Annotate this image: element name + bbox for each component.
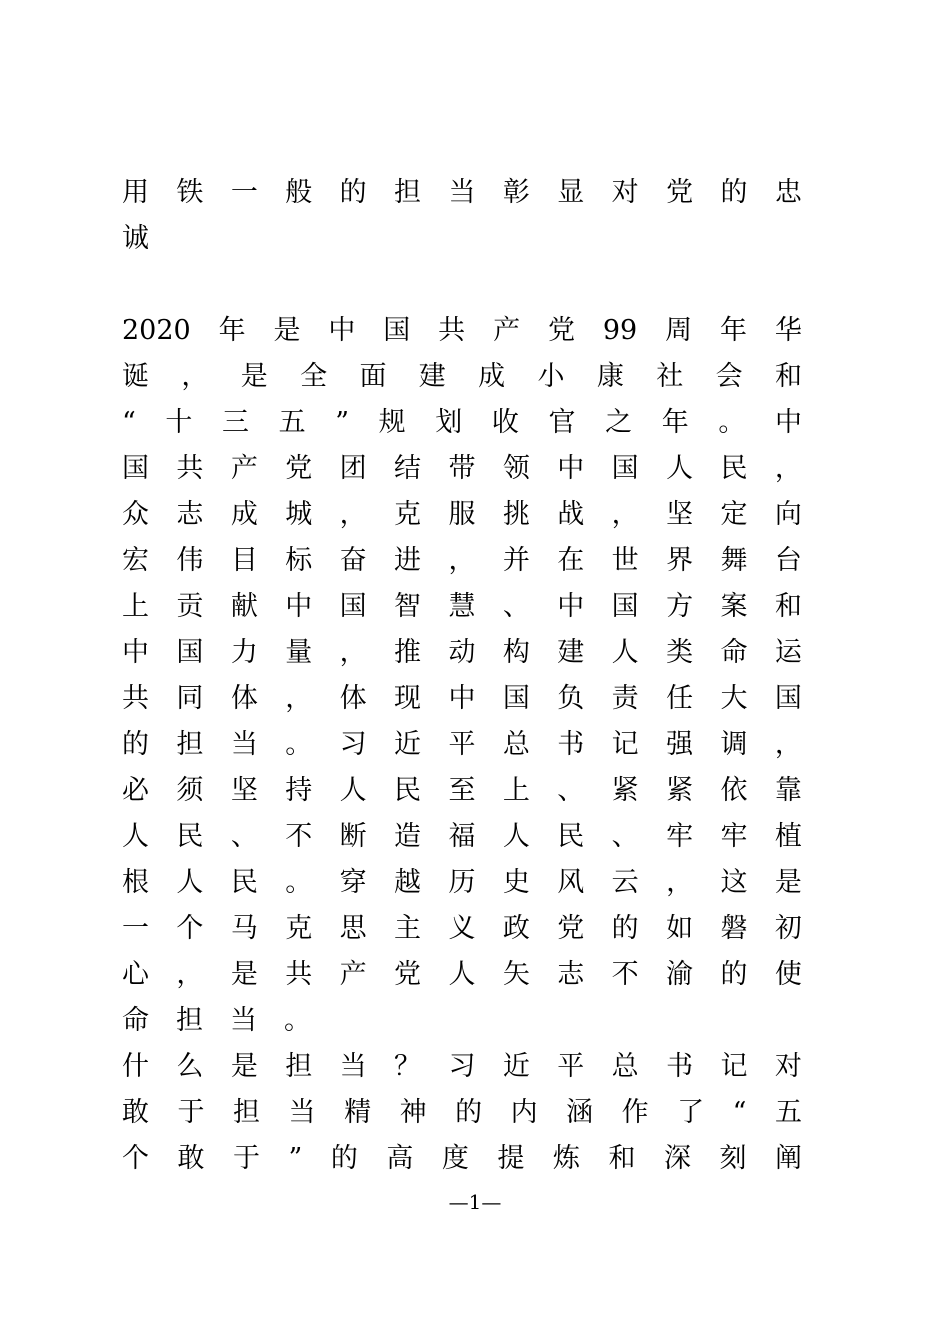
text-glyph: 政	[502, 913, 530, 944]
text-glyph: 总	[611, 1051, 639, 1082]
text-glyph: 小	[537, 361, 565, 392]
text-glyph: 台	[774, 545, 802, 576]
text-glyph: 了	[677, 1097, 705, 1128]
text-glyph: 上	[502, 775, 530, 806]
text-glyph: 的	[455, 1097, 483, 1128]
text-glyph: 国	[611, 453, 639, 484]
text-glyph: 、	[502, 591, 530, 622]
text-glyph: 成	[230, 499, 258, 530]
text-glyph: 产	[339, 959, 367, 990]
text-glyph: 智	[394, 591, 422, 622]
text-glyph: 在	[557, 545, 585, 576]
text-glyph: 产	[493, 315, 521, 346]
text-glyph: 云	[611, 867, 639, 898]
text-glyph: 五	[278, 407, 306, 438]
text-glyph: 康	[596, 361, 624, 392]
text-glyph: 周	[665, 315, 693, 346]
text-glyph: 华	[774, 315, 802, 346]
text-glyph: 什	[122, 1051, 149, 1082]
text-glyph: 敢	[177, 1143, 205, 1174]
text-glyph: 国	[176, 637, 204, 668]
text-glyph: 度	[441, 1143, 469, 1174]
text-glyph: 对	[611, 177, 639, 208]
body-line	[122, 308, 802, 354]
text-glyph: 任	[666, 683, 694, 714]
text-glyph: 坚	[666, 499, 694, 530]
text-glyph: 一	[230, 177, 258, 208]
text-glyph: 总	[502, 729, 530, 760]
text-glyph: 持	[285, 775, 313, 806]
text-glyph: “	[732, 1097, 747, 1128]
text-glyph: 献	[230, 591, 258, 622]
text-glyph: 初	[774, 913, 802, 944]
text-glyph: 中	[285, 591, 313, 622]
text-glyph: 于	[233, 1143, 261, 1174]
text-glyph: 不	[611, 959, 639, 990]
text-glyph: 民	[176, 821, 204, 852]
text-glyph: 党	[547, 315, 575, 346]
text-glyph: 中	[557, 591, 585, 622]
text-glyph: 民	[720, 453, 748, 484]
text-glyph: 显	[557, 177, 585, 208]
text-glyph: 贡	[176, 591, 204, 622]
text-glyph: 目	[230, 545, 258, 576]
text-glyph: 人	[122, 821, 149, 852]
text-glyph: 动	[448, 637, 476, 668]
text-glyph: ，	[774, 729, 802, 760]
text-glyph: 般	[285, 177, 313, 208]
text-glyph: 共	[176, 453, 204, 484]
text-glyph: 紧	[611, 775, 639, 806]
text-glyph: 当	[230, 1005, 257, 1036]
text-glyph: ，	[339, 637, 367, 668]
body-line	[122, 630, 802, 676]
body-line	[122, 768, 802, 814]
text-glyph: 国	[611, 591, 639, 622]
text-glyph: ，	[666, 867, 694, 898]
text-glyph: 近	[394, 729, 422, 760]
text-glyph: 运	[774, 637, 802, 668]
text-glyph: 个	[122, 1143, 149, 1174]
text-glyph: 社	[656, 361, 684, 392]
text-glyph: 中	[448, 683, 476, 714]
text-glyph: 、	[557, 775, 585, 806]
text-glyph: 根	[122, 867, 149, 898]
text-glyph: 人	[611, 637, 639, 668]
text-glyph: 炼	[552, 1143, 580, 1174]
text-glyph: 产	[230, 453, 258, 484]
text-glyph: 党	[285, 453, 313, 484]
text-glyph: 敢	[122, 1097, 149, 1128]
text-glyph: 志	[557, 959, 585, 990]
body-line	[122, 1090, 802, 1136]
text-glyph: 是	[273, 315, 301, 346]
text-glyph: 矢	[502, 959, 530, 990]
text-glyph: 。	[285, 867, 313, 898]
text-glyph: 的	[339, 177, 367, 208]
text-glyph: 牢	[720, 821, 748, 852]
text-glyph: 年	[661, 407, 689, 438]
text-glyph: 当	[230, 729, 258, 760]
body-line	[122, 998, 802, 1044]
body-line	[122, 722, 802, 768]
text-glyph: 面	[359, 361, 387, 392]
text-glyph: 人	[502, 821, 530, 852]
text-glyph: 是	[230, 1051, 258, 1082]
text-glyph: 人	[666, 453, 694, 484]
text-glyph: 书	[666, 1051, 694, 1082]
text-glyph: 心	[122, 959, 149, 990]
text-glyph: 担	[233, 1097, 261, 1128]
text-glyph: 带	[448, 453, 476, 484]
text-glyph: 和	[774, 361, 802, 392]
text-glyph: 忠	[774, 177, 802, 208]
text-glyph: 、	[230, 821, 258, 852]
text-glyph: 克	[394, 499, 422, 530]
body-line	[122, 1044, 802, 1090]
body-line	[122, 538, 802, 584]
text-glyph: 会	[715, 361, 743, 392]
text-glyph: 近	[502, 1051, 530, 1082]
text-glyph: 是	[240, 361, 268, 392]
text-glyph: 个	[176, 913, 204, 944]
text-glyph: 的	[611, 913, 639, 944]
text-glyph: 担	[176, 729, 204, 760]
text-glyph: 造	[394, 821, 422, 852]
text-glyph: 划	[435, 407, 463, 438]
body-line	[122, 492, 802, 538]
text-glyph: 领	[502, 453, 530, 484]
text-glyph: 使	[774, 959, 802, 990]
text-glyph: 官	[548, 407, 576, 438]
text-glyph: 十	[165, 407, 193, 438]
text-glyph: 国	[339, 591, 367, 622]
text-glyph: 构	[502, 637, 530, 668]
text-glyph: 党	[394, 959, 422, 990]
text-glyph: 力	[230, 637, 258, 668]
text-glyph: 精	[344, 1097, 372, 1128]
text-glyph: 志	[176, 499, 204, 530]
body-line	[122, 952, 802, 998]
text-glyph: 书	[557, 729, 585, 760]
text-glyph: ？	[394, 1051, 422, 1082]
text-glyph: 年	[218, 315, 246, 346]
text-glyph: ，	[611, 499, 639, 530]
text-glyph: 刻	[719, 1143, 747, 1174]
text-glyph: 99	[602, 315, 638, 346]
text-glyph: 奋	[339, 545, 367, 576]
text-glyph: 伟	[176, 545, 204, 576]
page-number: —1—	[448, 1190, 502, 1214]
text-glyph: 是	[230, 959, 258, 990]
text-glyph: 体	[230, 683, 258, 714]
text-glyph: 记	[720, 1051, 748, 1082]
text-glyph: ，	[181, 361, 209, 392]
text-glyph: 国	[122, 453, 149, 484]
text-glyph: 平	[448, 729, 476, 760]
text-glyph: 铁	[176, 177, 204, 208]
text-glyph: 人	[448, 959, 476, 990]
text-glyph: 彰	[502, 177, 530, 208]
text-glyph: 依	[720, 775, 748, 806]
text-glyph: 量	[285, 637, 313, 668]
text-glyph: 平	[557, 1051, 585, 1082]
text-glyph: ，	[339, 499, 367, 530]
text-glyph: 担	[394, 177, 422, 208]
text-glyph: 同	[176, 683, 204, 714]
text-glyph: 党	[666, 177, 694, 208]
text-glyph: 福	[448, 821, 476, 852]
text-glyph: 当	[288, 1097, 316, 1128]
text-glyph: 诞	[122, 361, 149, 392]
text-glyph: 高	[386, 1143, 414, 1174]
text-glyph: 国	[502, 683, 530, 714]
text-glyph: 界	[666, 545, 694, 576]
text-glyph: ，	[448, 545, 476, 576]
text-glyph: 规	[378, 407, 406, 438]
text-glyph: 担	[285, 1051, 313, 1082]
text-glyph: 习	[339, 729, 367, 760]
text-glyph: 众	[122, 499, 149, 530]
text-glyph: 这	[720, 867, 748, 898]
text-glyph: 向	[774, 499, 802, 530]
text-glyph: 负	[557, 683, 585, 714]
text-glyph: ，	[176, 959, 204, 990]
text-glyph: 团	[339, 453, 367, 484]
text-glyph: 年	[719, 315, 747, 346]
title-line	[122, 170, 802, 216]
text-glyph: 共	[122, 683, 149, 714]
text-glyph: 人	[176, 867, 204, 898]
text-glyph: 全	[300, 361, 328, 392]
text-glyph: 2020	[122, 315, 191, 346]
body-line	[122, 400, 802, 446]
text-glyph: 现	[394, 683, 422, 714]
text-glyph: 坚	[230, 775, 258, 806]
text-glyph: 中	[774, 407, 802, 438]
text-glyph: 中	[122, 637, 149, 668]
text-glyph: 义	[448, 913, 476, 944]
text-glyph: 民	[557, 821, 585, 852]
text-glyph: 服	[448, 499, 476, 530]
text-glyph: 民	[230, 867, 258, 898]
text-glyph: 、	[611, 821, 639, 852]
text-glyph: 类	[666, 637, 694, 668]
text-glyph: 么	[176, 1051, 204, 1082]
text-glyph: 体	[339, 683, 367, 714]
text-glyph: 对	[774, 1051, 802, 1082]
text-glyph: 一	[122, 913, 149, 944]
text-glyph: 的	[720, 177, 748, 208]
text-glyph: 诚	[122, 223, 149, 254]
text-glyph: 马	[230, 913, 258, 944]
text-glyph: 建	[418, 361, 446, 392]
text-glyph: 和	[608, 1143, 636, 1174]
text-glyph: 推	[394, 637, 422, 668]
text-glyph: 命	[720, 637, 748, 668]
text-glyph: 内	[510, 1097, 538, 1128]
text-glyph: 之	[605, 407, 633, 438]
text-glyph: 共	[285, 959, 313, 990]
text-glyph: 调	[720, 729, 748, 760]
text-glyph: 于	[177, 1097, 205, 1128]
text-glyph: 并	[502, 545, 530, 576]
body-line	[122, 354, 802, 400]
text-glyph: 当	[448, 177, 476, 208]
text-glyph: 不	[285, 821, 313, 852]
text-glyph: 担	[176, 1005, 203, 1036]
text-glyph: 命	[122, 1005, 149, 1036]
text-glyph: 宏	[122, 545, 149, 576]
text-glyph: ”	[288, 1143, 303, 1174]
text-glyph: 紧	[666, 775, 694, 806]
text-glyph: 提	[497, 1143, 525, 1174]
text-glyph: ，	[285, 683, 313, 714]
title-line	[122, 216, 802, 262]
text-glyph: 进	[394, 545, 422, 576]
text-glyph: 战	[557, 499, 585, 530]
text-glyph: 当	[339, 1051, 367, 1082]
text-glyph: 党	[557, 913, 585, 944]
text-glyph: 作	[621, 1097, 649, 1128]
text-glyph: 用	[122, 177, 149, 208]
text-glyph: 磐	[720, 913, 748, 944]
text-glyph: 须	[176, 775, 204, 806]
text-glyph: 至	[448, 775, 476, 806]
text-glyph: 风	[557, 867, 585, 898]
text-glyph: 神	[399, 1097, 427, 1128]
text-glyph: “	[122, 407, 136, 438]
text-glyph: 国	[774, 683, 802, 714]
text-glyph: 城	[285, 499, 313, 530]
text-glyph: 成	[478, 361, 506, 392]
text-glyph: 如	[666, 913, 694, 944]
text-glyph: 史	[502, 867, 530, 898]
text-glyph: 收	[491, 407, 519, 438]
text-glyph: 挑	[502, 499, 530, 530]
document-body	[122, 308, 802, 1182]
text-glyph: 国	[383, 315, 411, 346]
text-glyph: 靠	[774, 775, 802, 806]
text-glyph: 中	[328, 315, 356, 346]
text-glyph: 。	[718, 407, 746, 438]
text-glyph: 习	[448, 1051, 476, 1082]
text-glyph: 思	[339, 913, 367, 944]
text-glyph: 牢	[666, 821, 694, 852]
text-glyph: 。	[285, 729, 313, 760]
text-glyph: 舞	[720, 545, 748, 576]
text-glyph: 越	[394, 867, 422, 898]
text-glyph: 上	[122, 591, 149, 622]
body-line	[122, 906, 802, 952]
text-glyph: 穿	[339, 867, 367, 898]
body-line	[122, 446, 802, 492]
text-glyph: 人	[339, 775, 367, 806]
text-glyph: 慧	[448, 591, 476, 622]
text-glyph: 标	[285, 545, 313, 576]
text-glyph: 案	[720, 591, 748, 622]
text-glyph: 建	[557, 637, 585, 668]
text-glyph: 定	[720, 499, 748, 530]
text-glyph: 大	[720, 683, 748, 714]
text-glyph: 主	[394, 913, 422, 944]
text-glyph: 记	[611, 729, 639, 760]
text-glyph: 的	[330, 1143, 358, 1174]
text-glyph: 五	[775, 1097, 802, 1128]
text-glyph: 。	[284, 1005, 311, 1036]
body-line	[122, 860, 802, 906]
body-line	[122, 1136, 802, 1182]
text-glyph: 深	[663, 1143, 691, 1174]
text-glyph: 植	[774, 821, 802, 852]
text-glyph: 克	[285, 913, 313, 944]
text-glyph: ”	[335, 407, 350, 438]
text-glyph: 世	[611, 545, 639, 576]
text-glyph: 和	[774, 591, 802, 622]
text-glyph: 责	[611, 683, 639, 714]
text-glyph: 的	[122, 729, 149, 760]
document-title	[122, 170, 802, 262]
text-glyph: 涵	[566, 1097, 594, 1128]
body-line	[122, 676, 802, 722]
text-glyph: 历	[448, 867, 476, 898]
text-glyph: 中	[557, 453, 585, 484]
body-line	[122, 814, 802, 860]
text-glyph: 方	[666, 591, 694, 622]
text-glyph: 共	[438, 315, 466, 346]
text-glyph: 民	[394, 775, 422, 806]
text-glyph: 三	[222, 407, 250, 438]
text-glyph: 阐	[775, 1143, 802, 1174]
text-glyph: 是	[774, 867, 802, 898]
text-glyph: 断	[339, 821, 367, 852]
text-glyph: 强	[666, 729, 694, 760]
text-glyph: 渝	[666, 959, 694, 990]
text-glyph: 的	[720, 959, 748, 990]
text-glyph: ，	[774, 453, 802, 484]
text-glyph: 结	[394, 453, 422, 484]
text-glyph: 必	[122, 775, 149, 806]
body-line	[122, 584, 802, 630]
